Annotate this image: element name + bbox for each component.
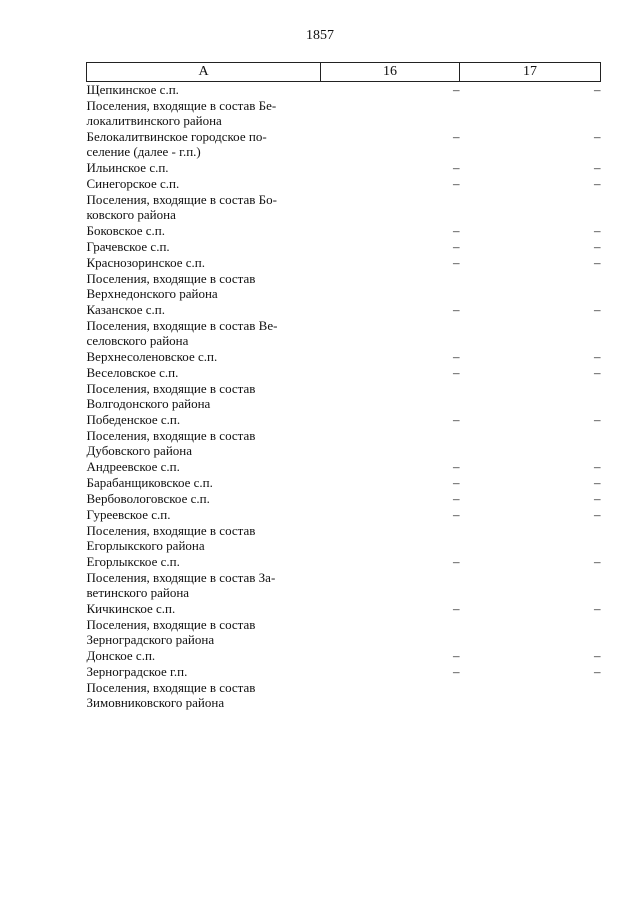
value-17-cell: – <box>594 491 601 506</box>
settlement-name-line: Егорлыкского района <box>86 538 205 553</box>
settlement-name-line: Поселения, входящие в состав <box>86 680 256 695</box>
settlement-name-line: Волгодонского района <box>86 396 211 411</box>
value-16-cell: – <box>453 160 460 175</box>
settlement-name-line: Белокалитвинское городское по- <box>86 129 267 144</box>
page-number: 1857 <box>306 28 334 43</box>
value-17-cell: – <box>594 475 601 490</box>
settlement-name-cell <box>87 223 321 239</box>
value-16-cell: – <box>453 459 460 474</box>
value-16-cell <box>321 680 460 711</box>
table-row <box>87 98 601 129</box>
value-17-cell <box>460 428 601 459</box>
value-16-cell: – <box>453 475 460 490</box>
settlement-name-cell <box>87 82 321 99</box>
table-row <box>87 318 601 349</box>
table-row <box>87 554 601 570</box>
settlement-name-cell <box>87 680 321 711</box>
settlement-name-line: Победенское с.п. <box>86 412 181 427</box>
value-16-cell: – <box>453 239 460 254</box>
value-17-cell: – <box>594 223 601 238</box>
value-17-cell: – <box>594 160 601 175</box>
settlement-name-cell <box>87 98 321 129</box>
settlement-name-line: Поселения, входящие в состав <box>86 381 256 396</box>
settlement-name-line: Верхнесоленовское с.п. <box>86 349 218 364</box>
settlement-name-line: Гуреевское с.п. <box>86 507 171 522</box>
table-row <box>87 129 601 160</box>
settlement-name-line: Казанское с.п. <box>86 302 165 317</box>
settlement-name-line: Краснозоринское с.п. <box>86 255 205 270</box>
settlement-name-cell <box>87 318 321 349</box>
settlement-name-line: Барабанщиковское с.п. <box>86 475 213 490</box>
value-16-cell: – <box>453 365 460 380</box>
value-16-cell: – <box>453 255 460 270</box>
settlement-name-line: Ильинское с.п. <box>86 160 169 175</box>
table-row <box>87 349 601 365</box>
value-16-cell <box>321 98 460 129</box>
value-17-cell <box>460 523 601 554</box>
table-row <box>87 459 601 475</box>
settlement-name-cell <box>87 570 321 601</box>
table-row <box>87 271 601 302</box>
value-17-cell: – <box>594 412 601 427</box>
value-17-cell <box>460 617 601 648</box>
table-row <box>87 617 601 648</box>
settlement-name-line: Дубовского района <box>86 443 193 458</box>
settlement-name-line: ветинского района <box>86 585 190 600</box>
table-row <box>87 601 601 617</box>
table-row <box>87 491 601 507</box>
column-header-17: 17 <box>460 63 601 82</box>
value-16-cell: – <box>453 223 460 238</box>
value-17-cell <box>460 381 601 412</box>
value-16-cell <box>321 523 460 554</box>
settlement-name-cell <box>87 271 321 302</box>
settlement-name-cell <box>87 459 321 475</box>
data-table <box>86 62 601 711</box>
value-16-cell <box>321 570 460 601</box>
settlement-name-cell <box>87 617 321 648</box>
table-row <box>87 176 601 192</box>
value-17-cell: – <box>594 302 601 317</box>
value-17-cell: – <box>594 554 601 569</box>
settlement-name-line: Верхнедонского района <box>86 286 218 301</box>
value-17-cell: – <box>594 255 601 270</box>
settlement-name-line: Поселения, входящие в состав <box>86 428 256 443</box>
settlement-name-cell <box>87 160 321 176</box>
settlement-name-line: локалитвинского района <box>86 113 222 128</box>
settlement-name-line: Поселения, входящие в состав Бо- <box>86 192 277 207</box>
table-row <box>87 523 601 554</box>
settlement-name-cell <box>87 507 321 523</box>
value-17-cell: – <box>594 82 601 97</box>
settlement-name-cell <box>87 129 321 160</box>
value-17-cell: – <box>594 459 601 474</box>
value-17-cell <box>460 570 601 601</box>
table-row <box>87 428 601 459</box>
value-17-cell: – <box>594 648 601 663</box>
settlement-name-cell <box>87 648 321 664</box>
value-17-cell: – <box>594 239 601 254</box>
value-16-cell: – <box>453 129 460 144</box>
table-row <box>87 507 601 523</box>
value-17-cell: – <box>594 129 601 144</box>
value-16-cell: – <box>453 82 460 97</box>
value-16-cell: – <box>453 491 460 506</box>
value-16-cell: – <box>453 601 460 616</box>
settlement-name-cell <box>87 349 321 365</box>
settlement-name-line: Поселения, входящие в состав <box>86 523 256 538</box>
table-row <box>87 239 601 255</box>
value-17-cell: – <box>594 664 601 679</box>
settlement-name-cell <box>87 176 321 192</box>
settlement-name-line: Поселения, входящие в состав За- <box>86 570 276 585</box>
table-row <box>87 223 601 239</box>
value-17-cell: – <box>594 176 601 191</box>
value-16-cell: – <box>453 664 460 679</box>
settlement-name-line: ковского района <box>86 207 176 222</box>
value-16-cell <box>321 428 460 459</box>
settlement-name-line: Зерноградское г.п. <box>86 664 188 679</box>
settlement-name-cell <box>87 664 321 680</box>
table-row <box>87 680 601 711</box>
value-17-cell: – <box>594 365 601 380</box>
table-row <box>87 412 601 428</box>
table-row <box>87 664 601 680</box>
settlement-name-line: селение (далее - г.п.) <box>86 144 201 159</box>
value-17-cell <box>460 680 601 711</box>
table-row <box>87 365 601 381</box>
value-16-cell: – <box>453 648 460 663</box>
table-row <box>87 648 601 664</box>
value-16-cell <box>321 617 460 648</box>
value-16-cell: – <box>453 302 460 317</box>
settlement-name-cell <box>87 255 321 271</box>
settlement-name-line: Вербовологовское с.п. <box>86 491 210 506</box>
column-header-a: A <box>87 63 321 82</box>
table-row <box>87 160 601 176</box>
settlement-name-cell <box>87 192 321 223</box>
table-row <box>87 570 601 601</box>
settlement-name-cell <box>87 554 321 570</box>
value-16-cell: – <box>453 507 460 522</box>
settlement-name-cell <box>87 475 321 491</box>
value-16-cell <box>321 318 460 349</box>
settlement-name-line: Поселения, входящие в состав <box>86 617 256 632</box>
settlement-name-line: Поселения, входящие в состав <box>86 271 256 286</box>
settlement-name-cell <box>87 365 321 381</box>
value-17-cell <box>460 192 601 223</box>
column-header-16: 16 <box>321 63 460 82</box>
settlement-name-cell <box>87 523 321 554</box>
table-row <box>87 475 601 491</box>
value-16-cell: – <box>453 349 460 364</box>
value-17-cell <box>460 98 601 129</box>
settlement-name-line: Поселения, входящие в состав Бе- <box>86 98 277 113</box>
settlement-name-cell <box>87 491 321 507</box>
value-17-cell <box>460 271 601 302</box>
table-body <box>87 82 601 712</box>
settlement-name-cell <box>87 428 321 459</box>
settlement-name-line: Синегорское с.п. <box>86 176 180 191</box>
settlement-name-line: Донское с.п. <box>86 648 156 663</box>
table-row <box>87 192 601 223</box>
value-16-cell: – <box>453 412 460 427</box>
settlement-name-line: Андреевское с.п. <box>86 459 180 474</box>
settlement-name-cell <box>87 412 321 428</box>
table-row <box>87 381 601 412</box>
settlement-name-line: Веселовское с.п. <box>86 365 179 380</box>
settlement-name-line: Зерноградского района <box>86 632 215 647</box>
table-row <box>87 255 601 271</box>
value-17-cell: – <box>594 349 601 364</box>
settlement-name-line: селовского района <box>86 333 189 348</box>
value-16-cell: – <box>453 554 460 569</box>
value-16-cell <box>321 271 460 302</box>
settlement-name-line: Поселения, входящие в состав Ве- <box>86 318 278 333</box>
settlement-name-line: Зимовниковского района <box>86 695 225 710</box>
settlement-name-cell <box>87 381 321 412</box>
value-16-cell: – <box>453 176 460 191</box>
table-row <box>87 82 601 99</box>
value-16-cell <box>321 381 460 412</box>
settlement-name-line: Щепкинское с.п. <box>86 82 179 97</box>
value-16-cell <box>321 192 460 223</box>
settlement-name-line: Егорлыкское с.п. <box>86 554 180 569</box>
value-17-cell: – <box>594 507 601 522</box>
settlement-name-cell <box>87 239 321 255</box>
settlement-name-cell <box>87 302 321 318</box>
value-17-cell <box>460 318 601 349</box>
table-row <box>87 302 601 318</box>
settlement-name-line: Грачевское с.п. <box>86 239 170 254</box>
value-17-cell: – <box>594 601 601 616</box>
table-header-row <box>87 63 601 82</box>
settlement-name-line: Боковское с.п. <box>86 223 166 238</box>
settlement-name-cell <box>87 601 321 617</box>
settlement-name-line: Кичкинское с.п. <box>86 601 176 616</box>
